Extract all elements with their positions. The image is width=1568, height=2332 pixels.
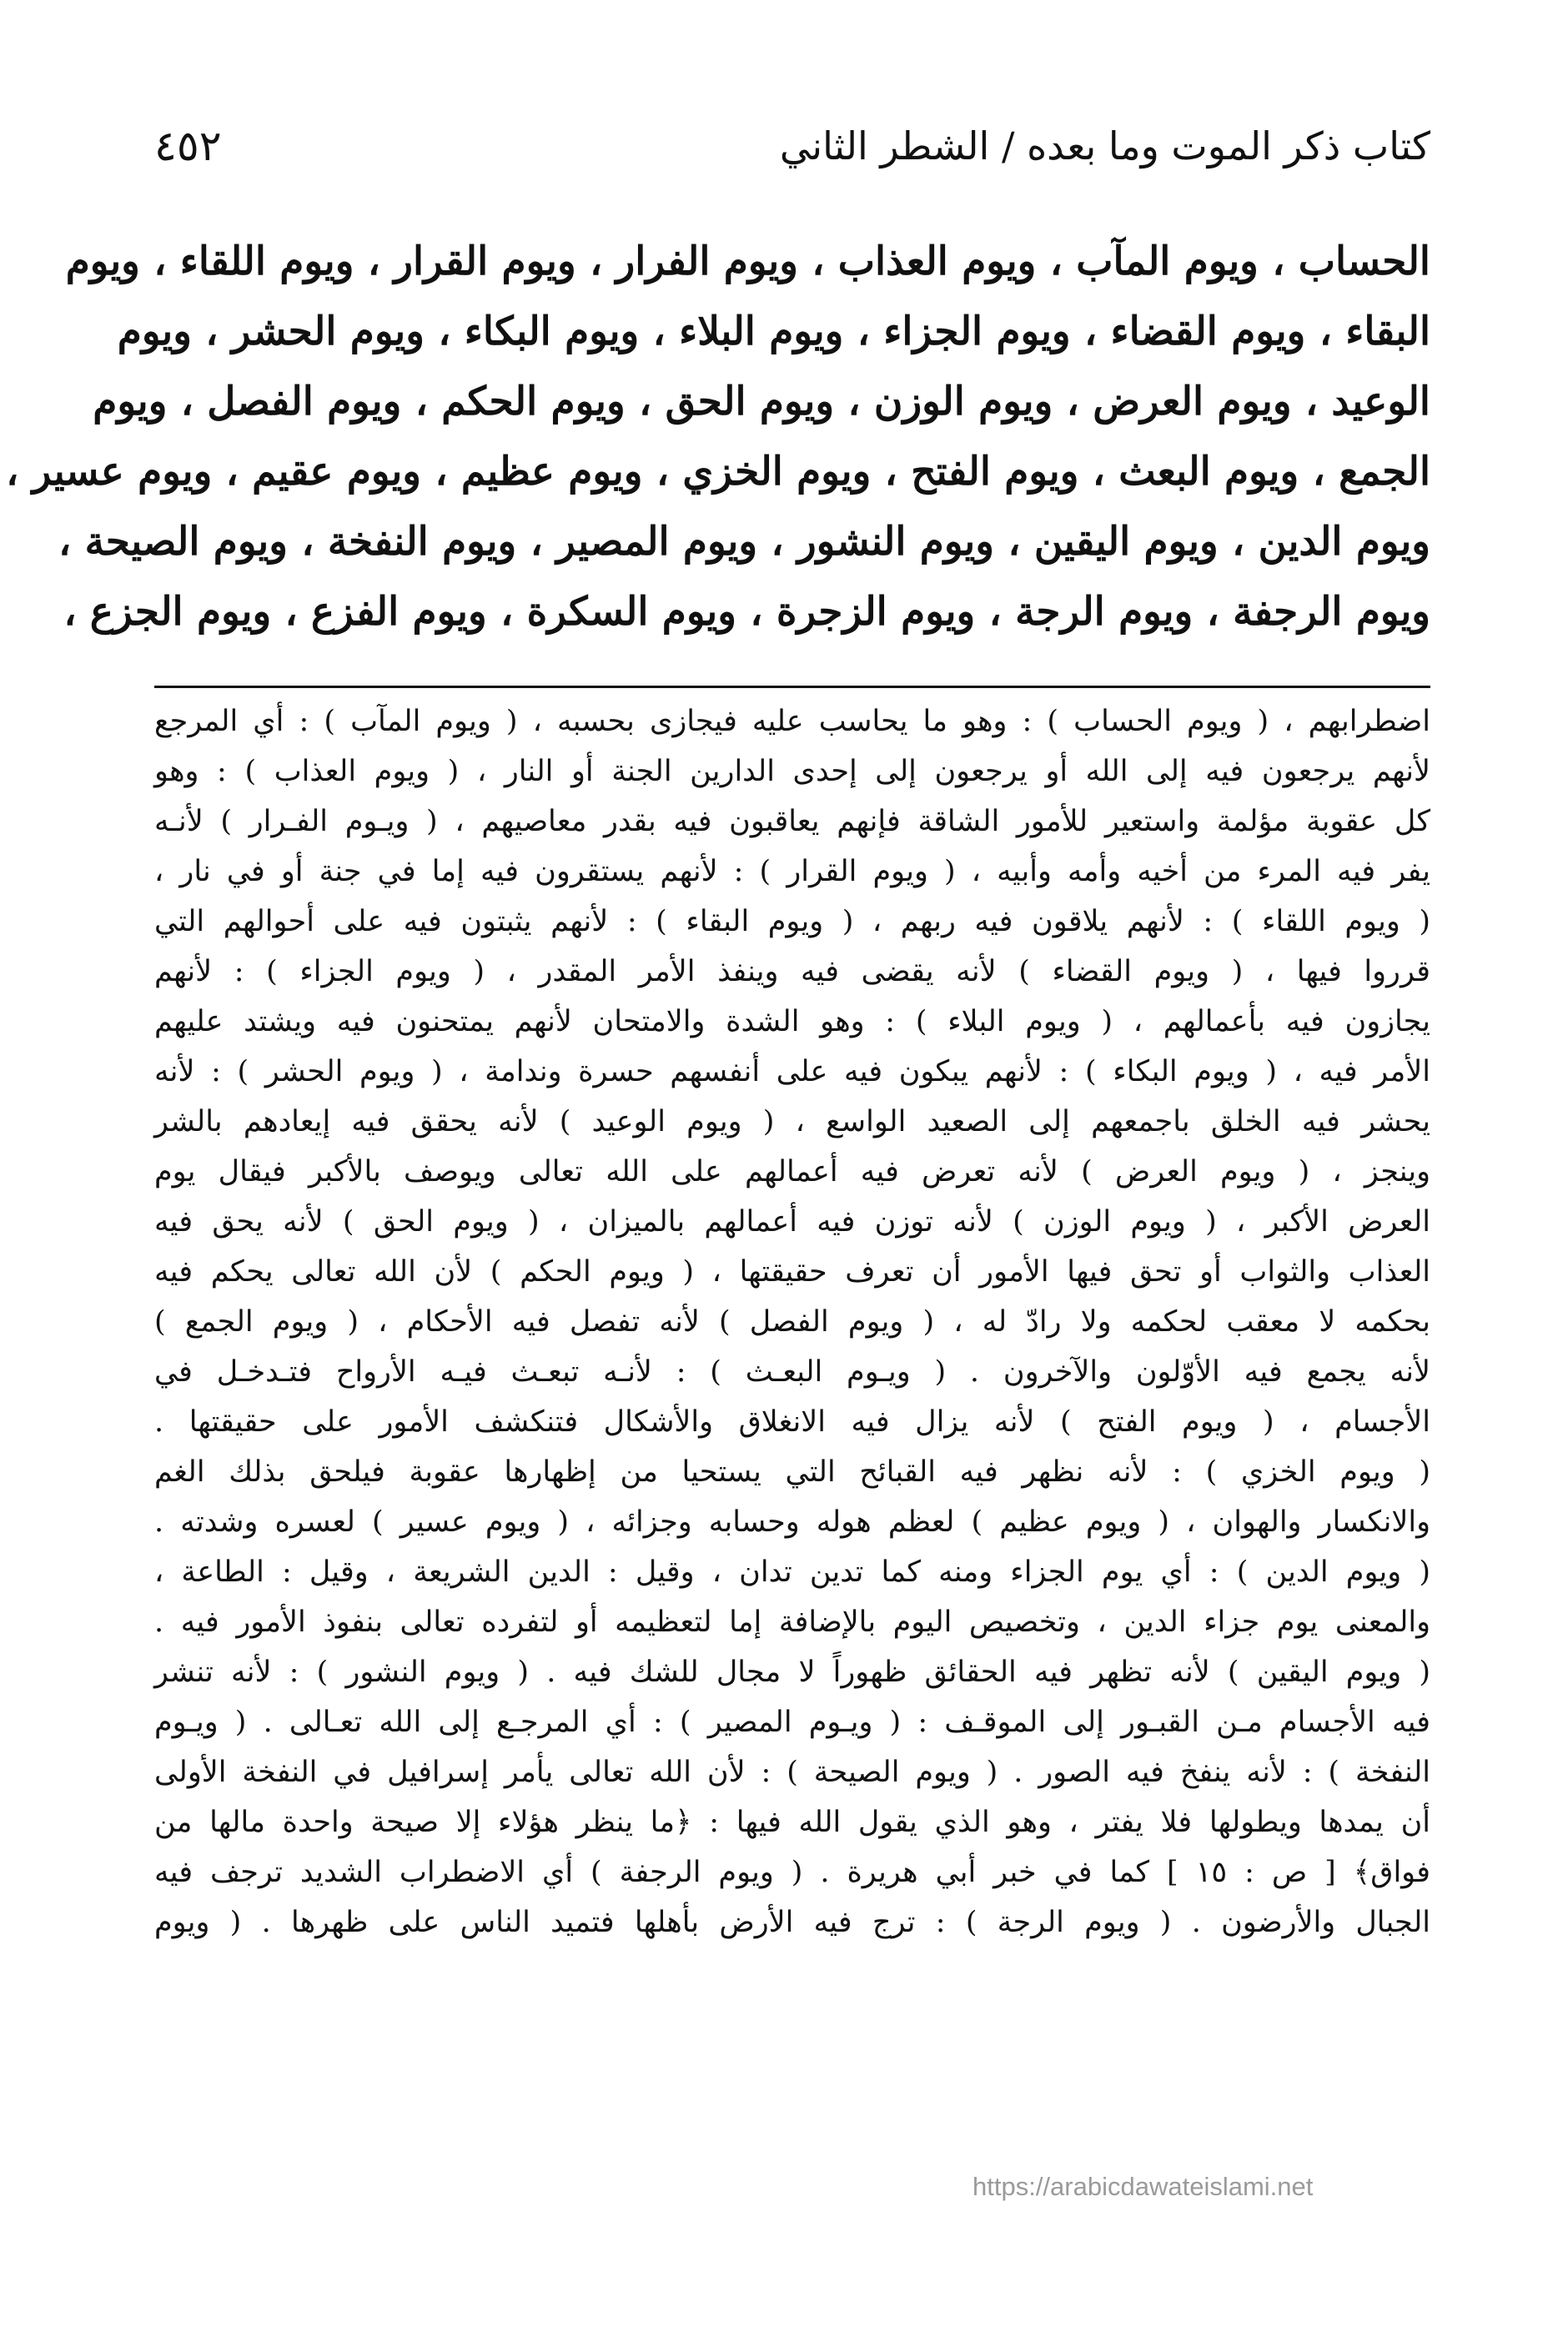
commentary-line: العرض الأكبر ، ( ويوم الوزن ) لأنه توزن فيه أعمالهم بالميزان ، ( ويوم الحق ) لأنه يحق فيه — [154, 1205, 1430, 1239]
commentary-line: ( ويوم اليقين ) لأنه تظهر فيه الحقائق ظهوراً لا مجال للشك فيه . ( ويوم النشور ) : لأنه تنشر — [154, 1656, 1430, 1689]
main-text-line: الجمع ، ويوم البعث ، ويوم الفتح ، ويوم الخزي ، ويوم عظيم ، ويوم عقيم ، ويوم عسير ، — [6, 449, 1430, 495]
commentary-line: وينجز ، ( ويوم العرض ) لأنه تعرض فيه أعمالهم على الله تعالى ويوصف بالأكبر فيقال يوم — [154, 1155, 1430, 1189]
commentary-line: أن يمدها ويطولها فلا يفتر ، وهو الذي يقول الله فيها : ﴿ما ينظر هؤلاء إلا صيحة واحدة مالها من — [154, 1806, 1430, 1839]
commentary-line: النفخة ) : لأنه ينفخ فيه الصور . ( ويوم الصيحة ) : لأن الله تعالى يأمر إسرافيل في النفخة الأولى — [154, 1756, 1430, 1789]
commentary-line: بحكمه لا معقب لحكمه ولا رادّ له ، ( ويوم الفصل ) لأنه تفصل فيه الأحكام ، ( ويوم الجمع ) — [154, 1305, 1430, 1339]
watermark-url: https://arabicdawateislami.net — [972, 2172, 1314, 2201]
commentary-line: والانكسار والهوان ، ( ويوم عظيم ) لعظم هوله وحسابه وجزائه ، ( ويوم عسير ) لعسره وشدته . — [154, 1505, 1430, 1539]
commentary-line: والمعنى يوم جزاء الدين ، وتخصيص اليوم بالإضافة إما لتعظيمه أو لتفرده تعالى بنفوذ الأمور فيه . — [154, 1606, 1430, 1639]
main-text-line: ويوم الدين ، ويوم اليقين ، ويوم النشور ، ويوم المصير ، ويوم النفخة ، ويوم الصيحة ، — [58, 519, 1430, 565]
separator-rule — [154, 686, 1430, 688]
commentary-line: يجازون فيه بأعمالهم ، ( ويوم البلاء ) : وهو الشدة والامتحان لأنهم يمتحنون فيه ويشتد عليهم — [154, 1005, 1430, 1038]
commentary — [154, 696, 1430, 1948]
page-header — [154, 115, 1430, 177]
commentary-line: اضطرابهم ، ( ويوم الحساب ) : وهو ما يحاسب عليه فيجازى بحسبه ، ( ويوم المآب ) : أي المرجع — [154, 705, 1430, 738]
commentary-line: يحشر فيه الخلق باجمعهم إلى الصعيد الواسع ، ( ويوم الوعيد ) لأنه يحقق فيه إيعادهم بالشر — [154, 1105, 1430, 1138]
commentary-line: ( ويوم الدين ) : أي يوم الجزاء ومنه كما تدين تدان ، وقيل : الدين الشريعة ، وقيل : الطاعة ، — [154, 1556, 1430, 1589]
commentary-line: فيه الأجسام مـن القبـور إلى الموقـف : ( ويـوم المصير ) : أي المرجـع إلى الله تعـالى . ( ويـوم — [154, 1706, 1430, 1739]
main-text-line: ويوم الرجفة ، ويوم الرجة ، ويوم الزجرة ، ويوم السكرة ، ويوم الفزع ، ويوم الجزع ، — [63, 589, 1430, 635]
main-text-line: الحساب ، ويوم المآب ، ويوم العذاب ، ويوم الفرار ، ويوم القرار ، ويوم اللقاء ، ويوم — [65, 239, 1430, 284]
commentary-line: يفر فيه المرء من أخيه وأمه وأبيه ، ( ويوم القرار ) : لأنهم يستقرون فيه إما في جنة أو في نار ، — [154, 855, 1430, 888]
commentary-line: ( ويوم اللقاء ) : لأنهم يلاقون فيه ربهم ، ( ويوم البقاء ) : لأنهم يثبتون فيه على أحوالهم التي — [154, 905, 1430, 938]
main-text-line: الوعيد ، ويوم العرض ، ويوم الوزن ، ويوم الحق ، ويوم الحكم ، ويوم الفصل ، ويوم — [93, 379, 1430, 425]
commentary-line: الأجسام ، ( ويوم الفتح ) لأنه يزال فيه الانغلاق والأشكال فتنكشف الأمور على حقيقتها . — [154, 1405, 1430, 1439]
main-text-line: البقاء ، ويوم القضاء ، ويوم الجزاء ، ويوم البلاء ، ويوم البكاء ، ويوم الحشر ، ويوم — [117, 309, 1430, 354]
commentary-line: لأنهم يرجعون فيه إلى الله أو يرجعون إلى إحدى الدارين الجنة أو النار ، ( ويوم العذاب ) : وهو — [154, 755, 1430, 788]
commentary-line: الأمر فيه ، ( ويوم البكاء ) : لأنهم يبكون فيه على أنفسهم حسرة وندامة ، ( ويوم الحشر ) : لأنه — [154, 1055, 1430, 1088]
commentary-line: ( ويوم الخزي ) : لأنه نظهر فيه القبائح التي يستحيا من إظهارها عقوبة فيلحق بذلك الغم — [154, 1455, 1430, 1489]
commentary-line: كل عقوبة مؤلمة واستعير للأمور الشاقة فإنهم يعاقبون فيه بقدر معاصيهم ، ( ويـوم الفـرار ) لأنـه — [154, 805, 1430, 838]
commentary-line: العذاب والثواب أو تحق فيها الأمور أن تعرف حقيقتها ، ( ويوم الحكم ) لأن الله تعالى يحكم فيه — [154, 1255, 1430, 1289]
commentary-line: فواق﴾ [ ص : ١٥ ] كما في خبر أبي هريرة . ( ويوم الرجفة ) أي الاضطراب الشديد ترجف فيه — [154, 1856, 1430, 1889]
commentary-line: لأنه يجمع فيه الأوّلون والآخرون . ( ويـوم البعـث ) : لأنـه تبعـث فيـه الأرواح فتـدخـل في — [154, 1355, 1430, 1389]
commentary-line: قرروا فيها ، ( ويوم القضاء ) لأنه يقضى فيه وينفذ الأمر المقدر ، ( ويوم الجزاء ) : لأنهم — [154, 955, 1430, 988]
page-number: ٤٥٢ — [154, 122, 222, 170]
commentary-line: الجبال والأرضون . ( ويوم الرجة ) : ترج فيه الأرض بأهلها فتميد الناس على ظهرها . ( ويوم — [154, 1906, 1430, 1939]
main-text — [6, 227, 1430, 647]
running-title: كتاب ذكر الموت وما بعده / الشطر الثاني — [779, 123, 1430, 168]
